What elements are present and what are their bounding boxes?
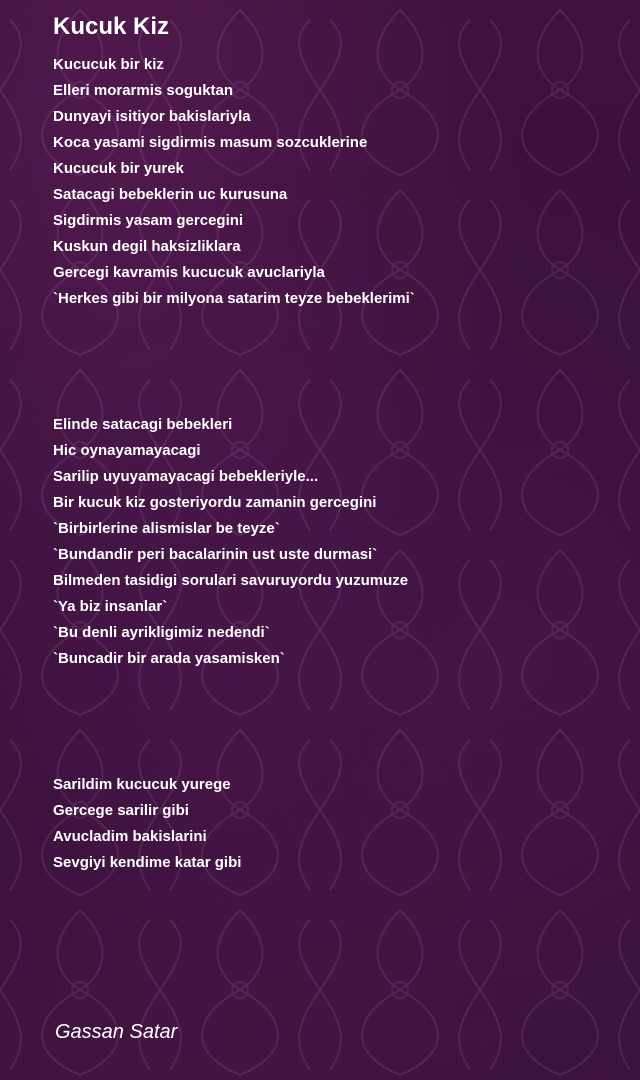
poem-title: Kucuk Kiz (53, 13, 170, 40)
poem-line: `Bu denli ayrikligimiz nedendi` (53, 624, 270, 641)
poem-line: `Birbirlerine alismislar be teyze` (53, 520, 280, 537)
stanza-1 (53, 52, 415, 312)
poem-line: Dunyayi isitiyor bakislariyla (53, 108, 251, 125)
poem-line: `Bundandir peri bacalarinin ust uste durmasi` (53, 546, 378, 563)
poem-line: Avucladim bakislarini (53, 828, 207, 845)
poem-line: Elleri morarmis soguktan (53, 82, 234, 99)
poem-line: `Buncadir bir arada yasamisken` (53, 650, 285, 667)
poem-line: Kucucuk bir yurek (53, 160, 184, 177)
poem-line: Bir kucuk kiz gosteriyordu zamanin gercegini (53, 494, 377, 511)
poem-line: Sarilip uyuyamayacagi bebekleriyle... (53, 468, 319, 485)
poem-line: Gercegi kavramis kucucuk avuclariyla (53, 264, 325, 281)
poem-line: Sigdirmis yasam gercegini (53, 212, 244, 229)
poem-line: Kucucuk bir kiz (53, 56, 164, 73)
stanza-3 (53, 772, 241, 876)
poem-line: Bilmeden tasidigi sorulari savuruyordu yuzumuze (53, 572, 409, 589)
poem-line: Gercege sarilir gibi (53, 802, 189, 819)
poem-line: Satacagi bebeklerin uc kurusuna (53, 186, 288, 203)
poem-line: `Herkes gibi bir milyona satarim teyze bebeklerimi` (53, 290, 415, 307)
poem-line: `Ya biz insanlar` (53, 598, 168, 615)
poem-line: Elinde satacagi bebekleri (53, 416, 233, 433)
poem-line: Koca yasami sigdirmis masum sozcuklerine (53, 134, 368, 151)
poem-author: Gassan Satar (55, 1021, 178, 1043)
stanza-2 (53, 412, 408, 672)
poem-line: Kuskun degil haksizliklara (53, 238, 241, 255)
poem-line: Hic oynayamayacagi (53, 442, 201, 459)
poem-line: Sarildim kucucuk yurege (53, 776, 231, 793)
poem-line: Sevgiyi kendime katar gibi (53, 854, 242, 871)
